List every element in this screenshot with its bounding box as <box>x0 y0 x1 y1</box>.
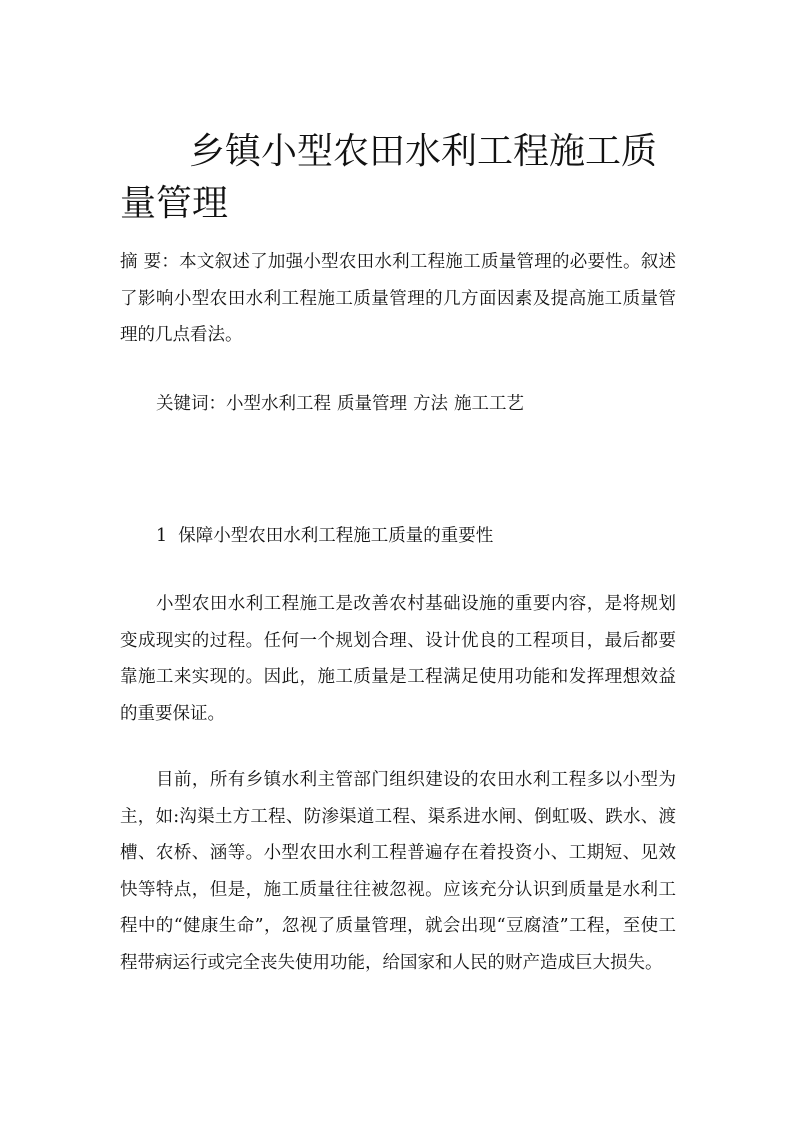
keyword-item: 质量管理 <box>337 394 407 414</box>
keywords-label: 关键词： <box>156 394 226 414</box>
document-title: 乡镇小型农田水利工程施工质量管理 <box>120 131 658 224</box>
keyword-item: 方法 <box>413 394 448 414</box>
section-heading: 1 保障小型农田水利工程施工质量的重要性 <box>156 526 494 546</box>
body-paragraph: 小型农田水利工程施工是改善农村基础设施的重要内容，是将规划变成现实的过程。任何一个规划合理、设计优良的工程项目，最后都要靠施工来实现的。因此，施工质量是工程满足使用功能和发挥理想效益的重要保证。 <box>120 594 676 724</box>
body-paragraph: 目前，所有乡镇水利主管部门组织建设的农田水利工程多以小型为主，如:沟渠土方工程、防渗渠道工程、渠系进水闸、倒虹吸、跌水、渡槽、农桥、涵等。小型农田水利工程普遍存在着投资小、工期短、见效快等特点，但是，施工质量往往被忽视。应该充分认识到质量是水利工程中的“健康生命”，忽视了质量管理，就会出现“豆腐渣”工程，至使工程带病运行或完全丧失使用功能，给国家和人民的财产造成巨大损失。 <box>120 770 676 973</box>
keyword-item: 小型水利工程 <box>226 394 331 414</box>
abstract-paragraph: 摘 要：本文叙述了加强小型农田水利工程施工质量管理的必要性。叙述了影响小型农田水利工程施工质量管理的几方面因素及提高施工质量管理的几点看法。 <box>120 252 676 345</box>
keywords-line <box>156 386 676 423</box>
keyword-item: 施工工艺 <box>454 394 524 414</box>
